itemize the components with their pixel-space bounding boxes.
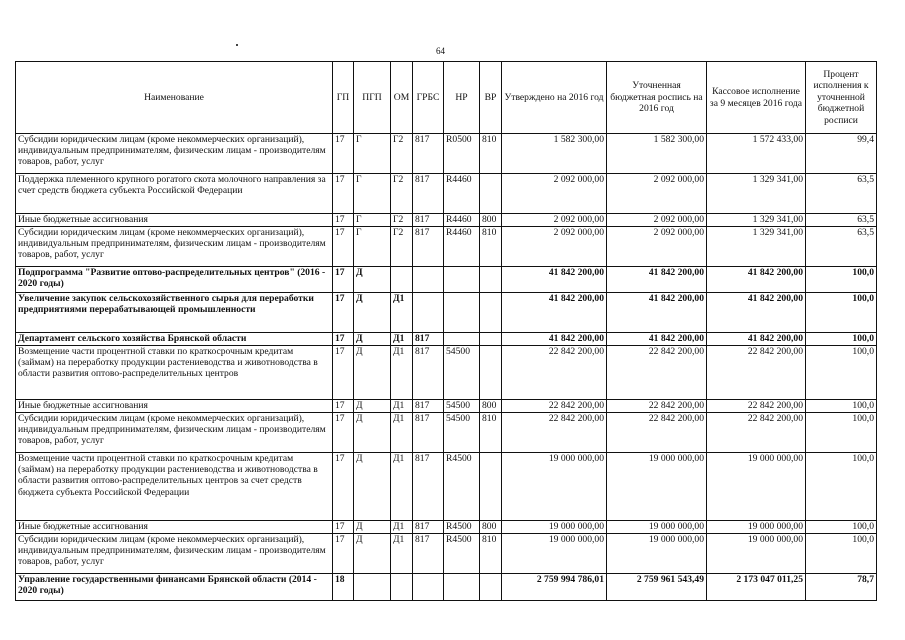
cell-gp: 17: [333, 134, 354, 174]
cell-pgp: Д: [354, 534, 391, 574]
cell-percent: 100,0: [806, 534, 877, 574]
cell-name: Возмещение части процентной ставки по краткосрочным кредитам (займам) на переработку продукции растениеводства и животноводства в области развития оптово-распределительных центров: [16, 346, 333, 400]
cell-om: Д1: [391, 333, 413, 346]
cell-nr: 54500: [444, 400, 480, 413]
cell-name: Субсидии юридическим лицам (кроме некоммерческих организаций), индивидуальным предпринимателям, физическим лицам - производителям товаров, работ, услуг: [16, 134, 333, 174]
cell-cash: 22 842 200,00: [707, 346, 806, 400]
cell-vr: 810: [480, 534, 502, 574]
cell-grbs: 817: [413, 214, 444, 227]
cell-vr: [480, 267, 502, 293]
cell-pgp: Д: [354, 453, 391, 521]
cell-grbs: [413, 574, 444, 601]
cell-gp: 17: [333, 346, 354, 400]
cell-gp: 17: [333, 453, 354, 521]
cell-nr: R4460: [444, 214, 480, 227]
cell-gp: 17: [333, 174, 354, 214]
cell-cash: 2 173 047 011,25: [707, 574, 806, 601]
table-body: [16, 134, 877, 601]
cell-om: Д1: [391, 346, 413, 400]
cell-name: Увеличение закупок сельскохозяйственного сырья для переработки предприятиями перерабатывающей промышленности: [16, 293, 333, 333]
cell-percent: 100,0: [806, 453, 877, 521]
cell-nr: 54500: [444, 346, 480, 400]
cell-vr: [480, 174, 502, 214]
cell-cash: 1 329 341,00: [707, 174, 806, 214]
cell-approved: 19 000 000,00: [502, 534, 607, 574]
cell-percent: 100,0: [806, 333, 877, 346]
cell-name: Департамент сельского хозяйства Брянской области: [16, 333, 333, 346]
cell-nr: R4460: [444, 227, 480, 267]
scan-speck: [236, 44, 238, 46]
cell-refined: 41 842 200,00: [607, 267, 707, 293]
cell-approved: 41 842 200,00: [502, 267, 607, 293]
table-header-row: [16, 62, 877, 134]
cell-percent: 63,5: [806, 214, 877, 227]
cell-nr: R4500: [444, 534, 480, 574]
cell-vr: 810: [480, 134, 502, 174]
cell-name: Субсидии юридическим лицам (кроме некоммерческих организаций), индивидуальным предпринимателям, физическим лицам - производителям товаров, работ, услуг: [16, 534, 333, 574]
cell-refined: 2 092 000,00: [607, 227, 707, 267]
cell-refined: 22 842 200,00: [607, 413, 707, 453]
cell-om: Г2: [391, 174, 413, 214]
cell-pgp: Д: [354, 267, 391, 293]
cell-om: Д1: [391, 413, 413, 453]
cell-gp: 17: [333, 214, 354, 227]
cell-gp: 17: [333, 267, 354, 293]
cell-cash: 22 842 200,00: [707, 400, 806, 413]
page-number: 64: [436, 46, 445, 56]
cell-percent: 100,0: [806, 346, 877, 400]
budget-execution-table: [15, 61, 877, 601]
cell-cash: 1 329 341,00: [707, 214, 806, 227]
cell-name: Субсидии юридическим лицам (кроме некоммерческих организаций), индивидуальным предпринимателям, физическим лицам - производителям товаров, работ, услуг: [16, 413, 333, 453]
cell-refined: 41 842 200,00: [607, 333, 707, 346]
cell-refined: 19 000 000,00: [607, 453, 707, 521]
cell-cash: 41 842 200,00: [707, 267, 806, 293]
cell-grbs: 817: [413, 521, 444, 534]
cell-refined: 1 582 300,00: [607, 134, 707, 174]
cell-cash: 22 842 200,00: [707, 413, 806, 453]
cell-name: Иные бюджетные ассигнования: [16, 214, 333, 227]
cell-percent: 99,4: [806, 134, 877, 174]
cell-cash: 19 000 000,00: [707, 534, 806, 574]
cell-nr: R4500: [444, 521, 480, 534]
cell-grbs: [413, 267, 444, 293]
table-row: [16, 534, 877, 574]
cell-cash: 1 572 433,00: [707, 134, 806, 174]
cell-approved: 41 842 200,00: [502, 293, 607, 333]
cell-refined: 2 092 000,00: [607, 174, 707, 214]
cell-gp: 17: [333, 413, 354, 453]
cell-nr: R4460: [444, 174, 480, 214]
cell-om: Г2: [391, 214, 413, 227]
cell-gp: 17: [333, 227, 354, 267]
cell-cash: 41 842 200,00: [707, 333, 806, 346]
table-row: [16, 267, 877, 293]
header-percent: Процент исполнения к уточненной бюджетной росписи: [806, 62, 877, 134]
cell-vr: 800: [480, 214, 502, 227]
cell-name: Иные бюджетные ассигнования: [16, 400, 333, 413]
cell-om: Г2: [391, 227, 413, 267]
cell-grbs: 817: [413, 400, 444, 413]
cell-name: Подпрограмма "Развитие оптово-распределительных центров" (2016 - 2020 годы): [16, 267, 333, 293]
cell-approved: 22 842 200,00: [502, 346, 607, 400]
cell-vr: 800: [480, 400, 502, 413]
cell-name: Возмещение части процентной ставки по краткосрочным кредитам (займам) на переработку продукции растениеводства и животноводства в области развития оптово-распределительных центров за счет средств бюджета субъекта Российской Федерации: [16, 453, 333, 521]
header-refined: Уточненная бюджетная роспись на 2016 год: [607, 62, 707, 134]
cell-om: Д1: [391, 453, 413, 521]
cell-vr: [480, 574, 502, 601]
cell-vr: 800: [480, 521, 502, 534]
table-row: [16, 174, 877, 214]
header-name: Наименование: [16, 62, 333, 134]
cell-om: Д1: [391, 521, 413, 534]
cell-approved: 19 000 000,00: [502, 453, 607, 521]
cell-grbs: 817: [413, 534, 444, 574]
cell-nr: R4500: [444, 453, 480, 521]
cell-om: [391, 267, 413, 293]
cell-approved: 1 582 300,00: [502, 134, 607, 174]
cell-nr: [444, 293, 480, 333]
cell-nr: 54500: [444, 413, 480, 453]
cell-percent: 100,0: [806, 267, 877, 293]
cell-om: Г2: [391, 134, 413, 174]
cell-percent: 63,5: [806, 174, 877, 214]
cell-gp: 17: [333, 534, 354, 574]
cell-approved: 22 842 200,00: [502, 413, 607, 453]
cell-name: Иные бюджетные ассигнования: [16, 521, 333, 534]
cell-cash: 19 000 000,00: [707, 521, 806, 534]
table-row: [16, 413, 877, 453]
cell-pgp: Д: [354, 521, 391, 534]
header-om: ОМ: [391, 62, 413, 134]
table-row: [16, 574, 877, 601]
cell-gp: 17: [333, 521, 354, 534]
cell-nr: [444, 574, 480, 601]
table-row: [16, 134, 877, 174]
cell-om: Д1: [391, 534, 413, 574]
cell-name: Управление государственными финансами Брянской области (2014 - 2020 годы): [16, 574, 333, 601]
cell-name: Поддержка племенного крупного рогатого скота молочного направления за счет средств бюджета субъекта Российской Федерации: [16, 174, 333, 214]
header-grbs: ГРБС: [413, 62, 444, 134]
cell-cash: 41 842 200,00: [707, 293, 806, 333]
cell-grbs: 817: [413, 453, 444, 521]
cell-refined: 2 092 000,00: [607, 214, 707, 227]
cell-refined: 19 000 000,00: [607, 521, 707, 534]
table-row: [16, 400, 877, 413]
header-gp: ГП: [333, 62, 354, 134]
cell-percent: 100,0: [806, 293, 877, 333]
header-vr: ВР: [480, 62, 502, 134]
cell-vr: 810: [480, 227, 502, 267]
cell-vr: 810: [480, 413, 502, 453]
cell-percent: 63,5: [806, 227, 877, 267]
cell-pgp: Д: [354, 293, 391, 333]
cell-percent: 100,0: [806, 521, 877, 534]
cell-om: [391, 574, 413, 601]
table-row: [16, 346, 877, 400]
cell-vr: [480, 346, 502, 400]
cell-pgp: Г: [354, 134, 391, 174]
cell-approved: 2 092 000,00: [502, 227, 607, 267]
cell-vr: [480, 333, 502, 346]
table-row: [16, 333, 877, 346]
cell-pgp: Г: [354, 214, 391, 227]
table-row: [16, 214, 877, 227]
cell-om: Д1: [391, 293, 413, 333]
cell-grbs: 817: [413, 413, 444, 453]
cell-name: Субсидии юридическим лицам (кроме некоммерческих организаций), индивидуальным предпринимателям, физическим лицам - производителям товаров, работ, услуг: [16, 227, 333, 267]
header-nr: НР: [444, 62, 480, 134]
cell-pgp: Д: [354, 413, 391, 453]
cell-percent: 78,7: [806, 574, 877, 601]
cell-grbs: [413, 293, 444, 333]
header-pgp: ПГП: [354, 62, 391, 134]
cell-refined: 41 842 200,00: [607, 293, 707, 333]
cell-om: Д1: [391, 400, 413, 413]
cell-pgp: [354, 574, 391, 601]
cell-pgp: Г: [354, 174, 391, 214]
cell-refined: 19 000 000,00: [607, 534, 707, 574]
cell-percent: 100,0: [806, 413, 877, 453]
cell-refined: 22 842 200,00: [607, 346, 707, 400]
cell-gp: 17: [333, 333, 354, 346]
cell-pgp: Д: [354, 346, 391, 400]
cell-grbs: 817: [413, 174, 444, 214]
cell-refined: 22 842 200,00: [607, 400, 707, 413]
cell-vr: [480, 453, 502, 521]
cell-pgp: Г: [354, 227, 391, 267]
cell-approved: 22 842 200,00: [502, 400, 607, 413]
cell-pgp: Д: [354, 333, 391, 346]
cell-approved: 2 092 000,00: [502, 174, 607, 214]
cell-nr: R0500: [444, 134, 480, 174]
header-approved: Утверждено на 2016 год: [502, 62, 607, 134]
table-row: [16, 227, 877, 267]
cell-approved: 2 759 994 786,01: [502, 574, 607, 601]
cell-grbs: 817: [413, 134, 444, 174]
cell-grbs: 817: [413, 333, 444, 346]
header-cash: Кассовое исполнение за 9 месяцев 2016 года: [707, 62, 806, 134]
table-row: [16, 521, 877, 534]
cell-gp: 17: [333, 293, 354, 333]
cell-cash: 1 329 341,00: [707, 227, 806, 267]
cell-gp: 18: [333, 574, 354, 601]
cell-refined: 2 759 961 543,49: [607, 574, 707, 601]
cell-percent: 100,0: [806, 400, 877, 413]
cell-nr: [444, 267, 480, 293]
cell-gp: 17: [333, 400, 354, 413]
cell-vr: [480, 293, 502, 333]
cell-nr: [444, 333, 480, 346]
cell-grbs: 817: [413, 346, 444, 400]
table-row: [16, 293, 877, 333]
table-row: [16, 453, 877, 521]
cell-approved: 2 092 000,00: [502, 214, 607, 227]
cell-grbs: 817: [413, 227, 444, 267]
cell-approved: 41 842 200,00: [502, 333, 607, 346]
cell-pgp: Д: [354, 400, 391, 413]
cell-cash: 19 000 000,00: [707, 453, 806, 521]
cell-approved: 19 000 000,00: [502, 521, 607, 534]
